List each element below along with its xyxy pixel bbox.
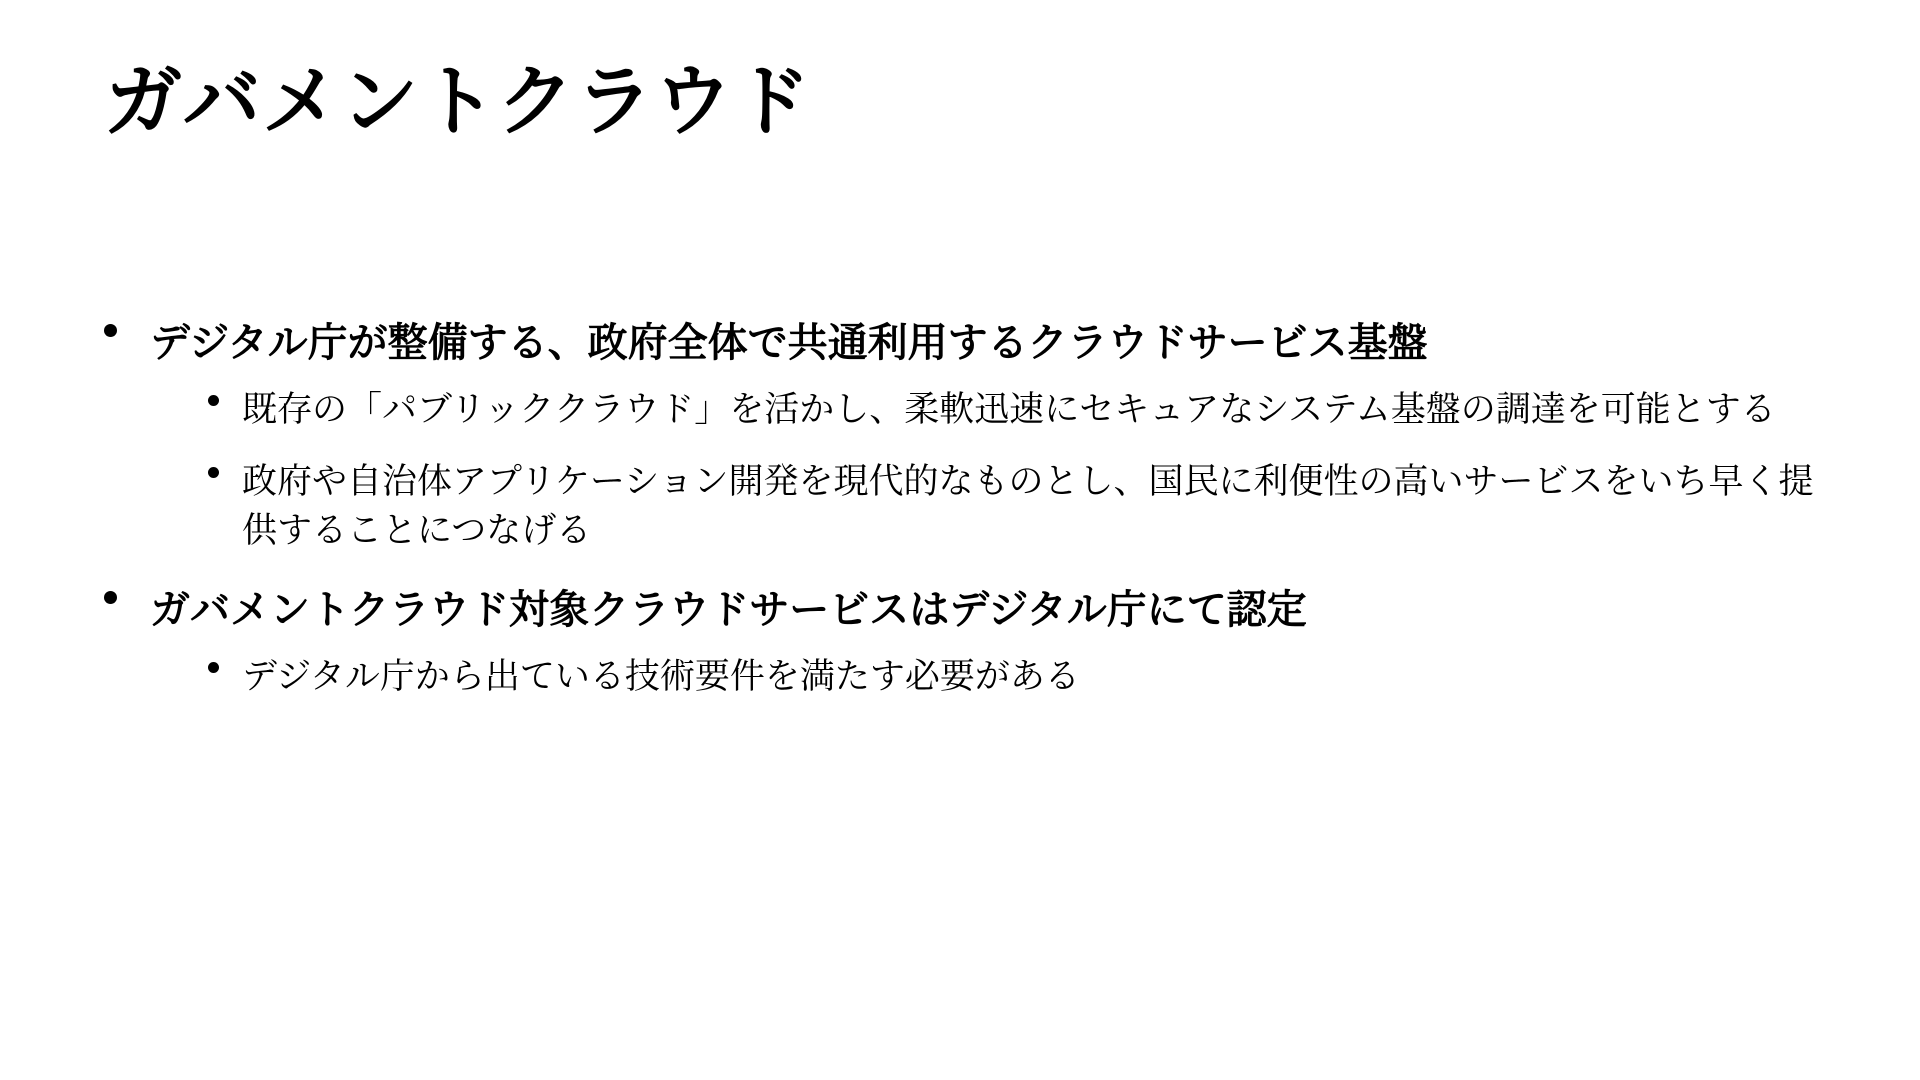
bullet-dot-icon [104, 324, 117, 337]
bullet-level2-item [202, 386, 1836, 436]
slide-title: ガバメントクラウド [104, 57, 812, 147]
bullet-level2-item [202, 653, 1836, 703]
bullet-level1-item [96, 583, 1836, 703]
bullet-level2-text: 政府や自治体アプリケーション開発を現代的なものとし、国民に利便性の高いサービスをいち早く提供することにつなげる [242, 461, 1814, 552]
bullet-list-level2 [150, 653, 1836, 703]
bullet-level2-text: 既存の「パブリッククラウド」を活かし、柔軟迅速にセキュアなシステム基盤の調達を可能とする [242, 390, 1776, 430]
bullet-level1-item [96, 316, 1836, 557]
bullet-level2-text: デジタル庁から出ている技術要件を満たす必要がある [242, 657, 1080, 698]
bullet-level2-item [202, 458, 1836, 557]
bullet-list-level1 [96, 316, 1836, 703]
bullet-list-level2 [150, 386, 1836, 557]
bullet-dot-icon [208, 395, 219, 406]
bullet-dot-icon [104, 591, 117, 604]
bullet-level1-text: ガバメントクラウド対象クラウドサービスはデジタル庁にて認定 [150, 587, 1307, 634]
bullet-dot-icon [208, 662, 219, 673]
bullet-level1-text: デジタル庁が整備する、政府全体で共通利用するクラウドサービス基盤 [150, 320, 1428, 366]
slide-body [96, 316, 1836, 729]
bullet-dot-icon [208, 467, 219, 478]
